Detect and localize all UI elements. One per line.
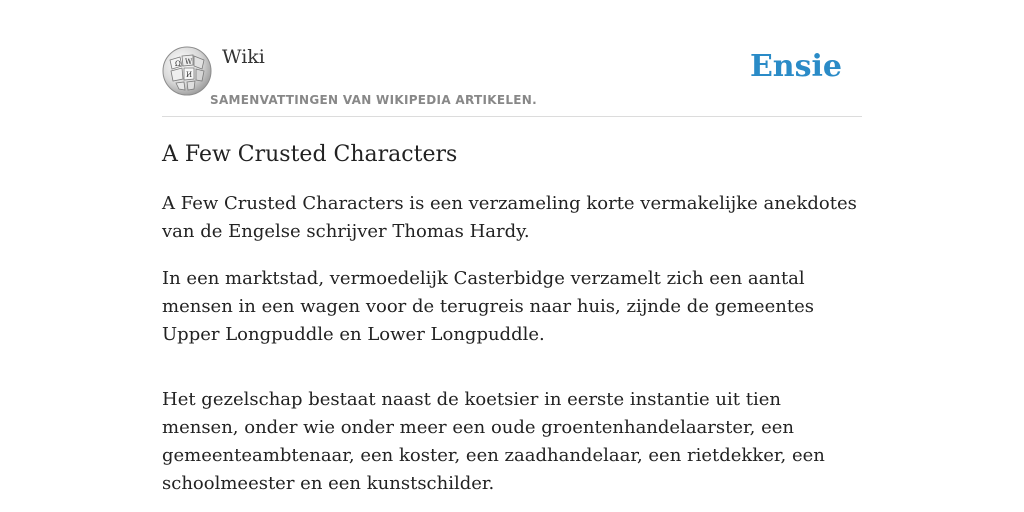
article-paragraph: Het gezelschap bestaat naast de koetsier in eerste instantie uit tien mensen, onder wie onder meer een oude groentenhandelaarster, een gemeenteambtenaar, een koster, een zaadhandelaar, een rietdekker, een schoolmeester en een kunstschilder. — [162, 389, 825, 494]
article-paragraph: A Few Crusted Characters is een verzameling korte vermakelijke anekdotes van de Engelse schrijver Thomas Hardy. — [162, 193, 857, 242]
article — [162, 140, 862, 512]
brand-logo[interactable]: Ensie — [749, 49, 842, 84]
article-title: A Few Crusted Characters — [162, 142, 458, 167]
article-paragraph: In een marktstad, vermoedelijk Casterbidge verzamelt zich een aantal mensen in een wagen voor de terugreis naar huis, zijnde de gemeentes Upper Longpuddle en Lower Longpuddle. — [162, 268, 814, 345]
site-name[interactable]: Wiki — [222, 46, 265, 68]
site-tagline: SAMENVATTINGEN VAN WIKIPEDIA ARTIKELEN. — [210, 93, 537, 107]
svg-text:Ω: Ω — [175, 60, 181, 68]
svg-text:И: И — [186, 71, 193, 79]
svg-text:W: W — [185, 58, 193, 66]
site-header — [162, 40, 862, 117]
wikipedia-globe-icon[interactable] — [162, 46, 212, 96]
